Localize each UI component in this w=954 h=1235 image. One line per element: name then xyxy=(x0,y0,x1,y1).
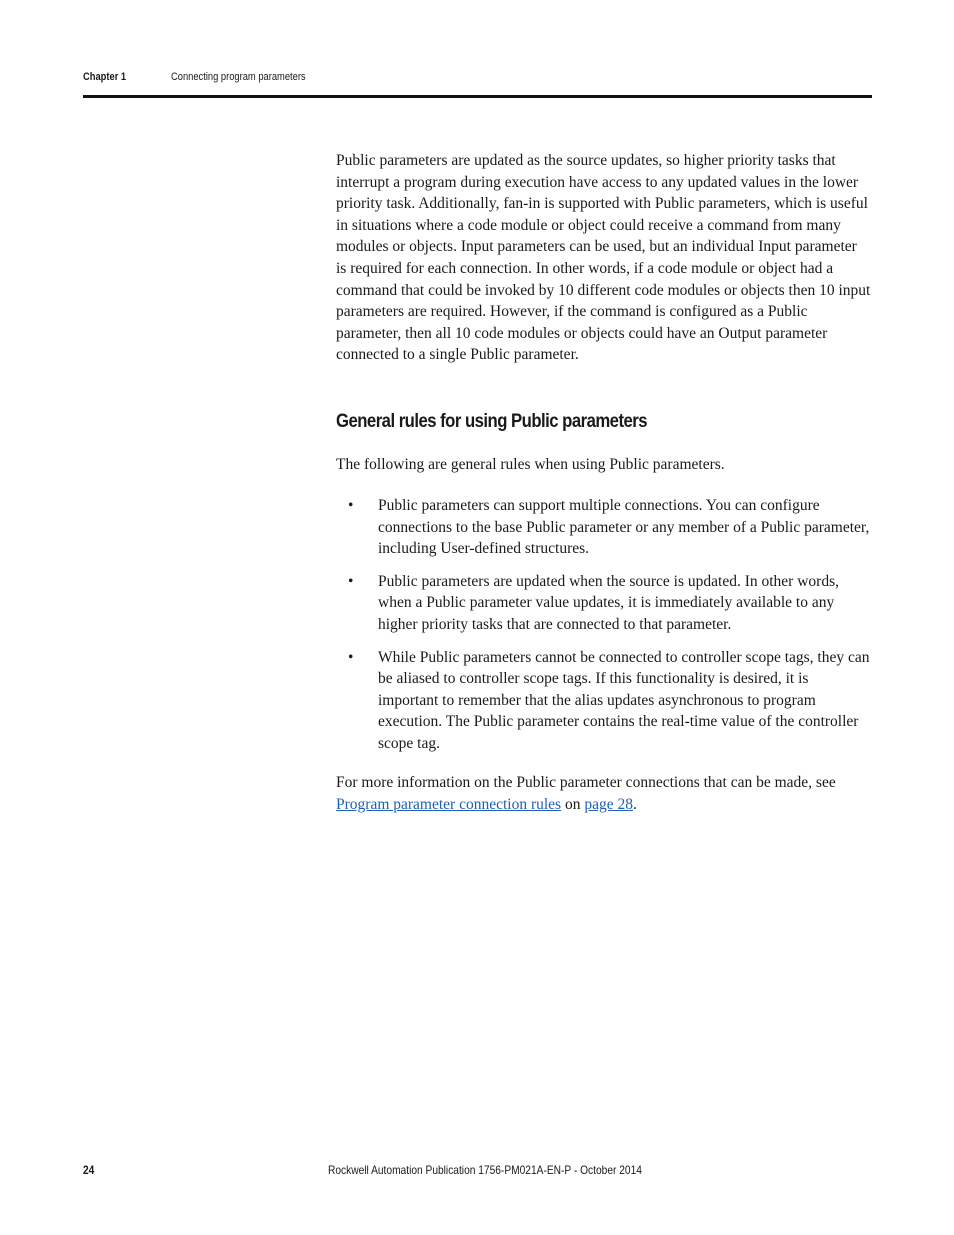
list-item-text: Public parameters can support multiple connections. You can configure connections to the base Public parameter or any member of a Public parameter, including User-defined structures. xyxy=(378,497,870,558)
list-item xyxy=(336,571,871,636)
list-item-text: While Public parameters cannot be connected to controller scope tags, they can be aliased to controller scope tags. If this functionality is desired, it is important to remember that the alias updates asynchronous to program execution. The Public parameter contains the real-time value of the controller scope tag. xyxy=(378,648,870,752)
section-heading: General rules for using Public parameters xyxy=(336,411,648,432)
page-link[interactable]: page 28 xyxy=(584,795,633,813)
publication-info: Rockwell Automation Publication 1756-PM021A-EN-P - October 2014 xyxy=(328,1163,642,1177)
bullet-icon: • xyxy=(348,497,354,514)
page-header xyxy=(83,71,872,98)
bullet-icon: • xyxy=(348,648,354,666)
more-info-paragraph xyxy=(336,772,871,815)
bullet-icon: • xyxy=(348,572,354,590)
list-item xyxy=(336,495,871,560)
rules-list xyxy=(336,495,871,766)
main-content xyxy=(336,150,871,366)
list-item xyxy=(336,647,871,755)
chapter-title: Connecting program parameters xyxy=(171,71,306,83)
more-info-prefix: For more information on the Public parameter connections that can be made, see xyxy=(336,774,836,791)
connection-rules-link[interactable]: Program parameter connection rules xyxy=(336,795,562,813)
page-number: 24 xyxy=(83,1163,95,1177)
rules-intro: The following are general rules when using Public parameters. xyxy=(336,456,725,473)
more-info-suffix: . xyxy=(632,795,637,813)
chapter-label: Chapter 1 xyxy=(83,71,127,83)
list-item-text: Public parameters are updated when the source is updated. In other words, when a Public parameter value updates, it is immediately available to any higher priority tasks that are connected to that parameter. xyxy=(378,572,839,633)
more-info-middle: on xyxy=(561,795,585,813)
intro-paragraph: Public parameters are updated as the source updates, so higher priority tasks that interrupt a program during execution have access to any updated values in the lower priority task. Additionally, fan-in is supported with Public parameters, which is useful in situations where a code module or object could receive a command from many modules or objects. Input parameters can be used, but an individual Input parameter is required for each connection. In other words, if a code module or object had a command that could be invoked by 10 different code modules or objects then 10 input parameters are required. However, if the command is configured as a Public parameter, then all 10 code modules or objects could have an Output parameter connected to a single Public parameter. xyxy=(336,152,871,364)
